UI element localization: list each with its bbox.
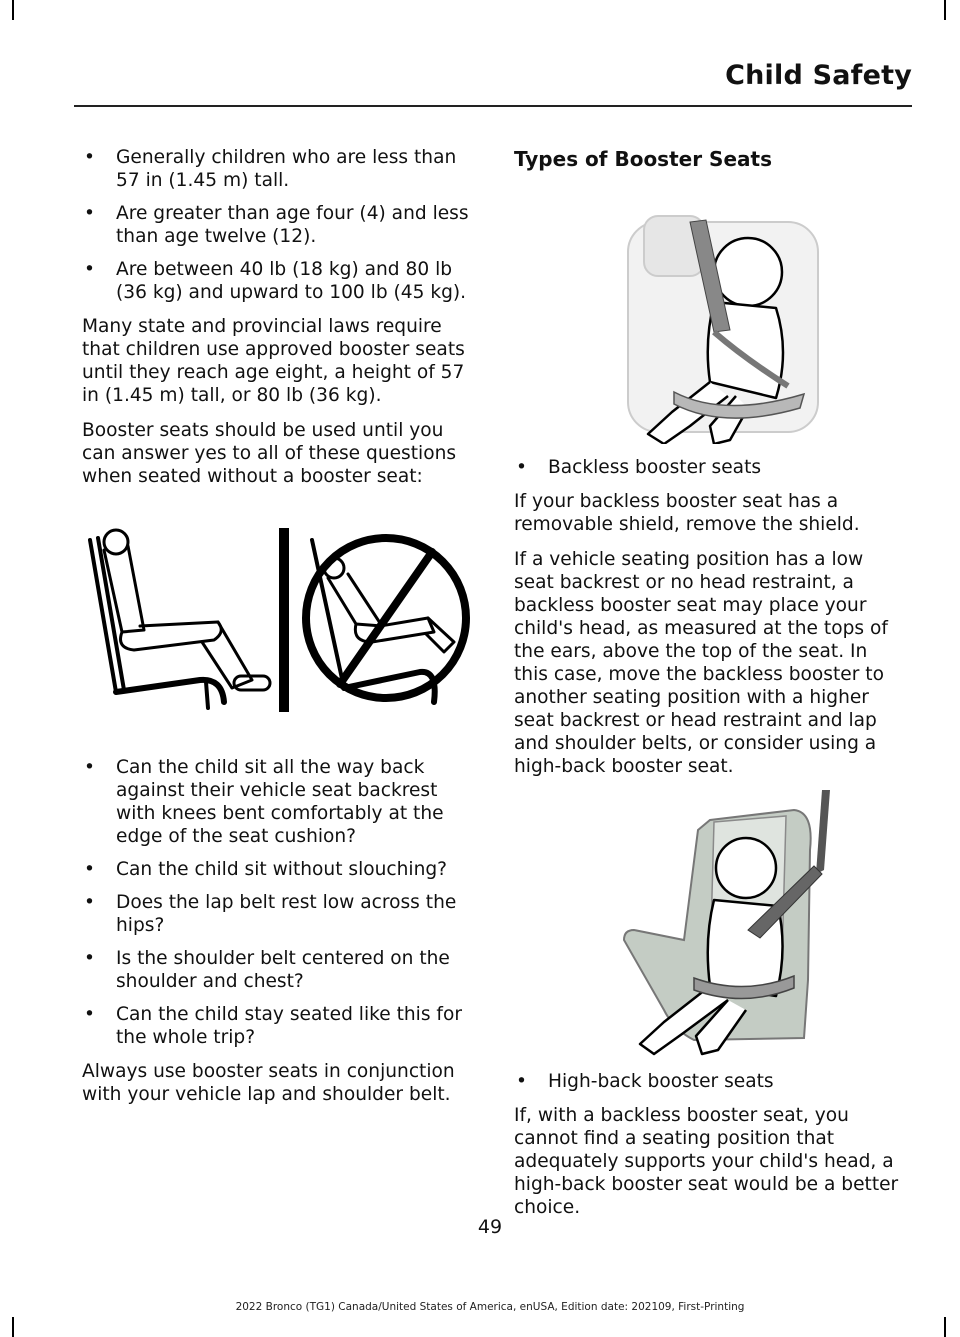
incorrect-posture-figure <box>306 538 466 702</box>
list-item: • Can the child sit all the way back against their vehicle seat backrest with knees bent comfortably at the edge of the seat cushion? <box>84 757 444 847</box>
criteria-list <box>82 146 474 304</box>
bullet-icon: • <box>84 147 95 168</box>
bullet-icon: • <box>84 203 95 224</box>
highback-booster-illustration <box>514 790 906 1056</box>
section-title: Types of Booster Seats <box>514 147 772 171</box>
header-divider <box>74 105 912 107</box>
bullet-icon: • <box>84 259 95 280</box>
list-item: • Are greater than age four (4) and less than age twelve (12). <box>84 203 469 247</box>
correct-posture-figure <box>90 530 270 708</box>
booster-questions-list <box>82 756 474 1049</box>
crop-mark-bottom-right <box>944 1317 946 1337</box>
page-number: 49 <box>477 1216 503 1238</box>
bullet-icon: • <box>516 457 527 478</box>
bullet-icon: • <box>84 892 95 913</box>
right-column <box>514 146 906 1231</box>
paragraph-state-laws: Many state and provincial laws require that children use approved booster seats until they reach age eight, a height of 57 in (1.45 m) tall, or 80 lb (36 kg). <box>82 316 465 406</box>
bullet-icon: • <box>84 859 95 880</box>
list-item: • High-back booster seats <box>516 1071 774 1092</box>
edition-footer: 2022 Bronco (TG1) Canada/United States of America, enUSA, Edition date: 202109, First-Printing <box>235 1301 745 1313</box>
paragraph-highback: If, with a backless booster seat, you cannot find a seating position that adequately supports your child's head, a high-back booster seat would be a better choice. <box>514 1105 899 1218</box>
list-item: • Does the lap belt rest low across the hips? <box>84 892 457 936</box>
backless-booster-illustration <box>514 182 906 444</box>
paragraph-shield: If your backless booster seat has a removable shield, remove the shield. <box>514 491 860 535</box>
crop-mark-bottom-left <box>12 1317 14 1337</box>
list-item: • Are between 40 lb (18 kg) and 80 lb (36 kg) and upward to 100 lb (45 kg). <box>84 259 467 303</box>
list-item: • Generally children who are less than 57 in (1.45 m) tall. <box>84 147 457 191</box>
paragraph-questions-intro: Booster seats should be used until you can answer yes to all of these questions when seated without a booster seat: <box>82 420 457 487</box>
bullet-icon: • <box>84 1004 95 1025</box>
comparison-divider <box>279 528 289 712</box>
left-column <box>82 146 474 1118</box>
page-title: Child Safety <box>725 60 912 91</box>
bullet-icon: • <box>516 1071 527 1092</box>
list-item: • Backless booster seats <box>516 457 762 478</box>
list-item: • Is the shoulder belt centered on the shoulder and chest? <box>84 948 450 992</box>
list-item: • Can the child stay seated like this for the whole trip? <box>84 1004 462 1048</box>
crop-mark-top-left <box>12 0 14 20</box>
bullet-icon: • <box>84 757 95 778</box>
paragraph-low-seat: If a vehicle seating position has a low seat backrest or no head restraint, a backless booster seat may place your child's head, as measured at the tops of the ears, above the top of the seat. In this case, move the backless booster to another seating position with a higher seat backrest or head restraint and lap and shoulder belts, or consider using a high-back booster seat. <box>514 549 888 777</box>
paragraph-conjunction: Always use booster seats in conjunction with your vehicle lap and shoulder belt. <box>82 1061 455 1105</box>
bullet-icon: • <box>84 948 95 969</box>
booster-type-backless <box>514 456 906 479</box>
list-item: • Can the child sit without slouching? <box>84 859 448 880</box>
booster-type-highback <box>514 1070 906 1093</box>
crop-mark-top-right <box>944 0 946 20</box>
seating-posture-illustration <box>82 512 474 712</box>
